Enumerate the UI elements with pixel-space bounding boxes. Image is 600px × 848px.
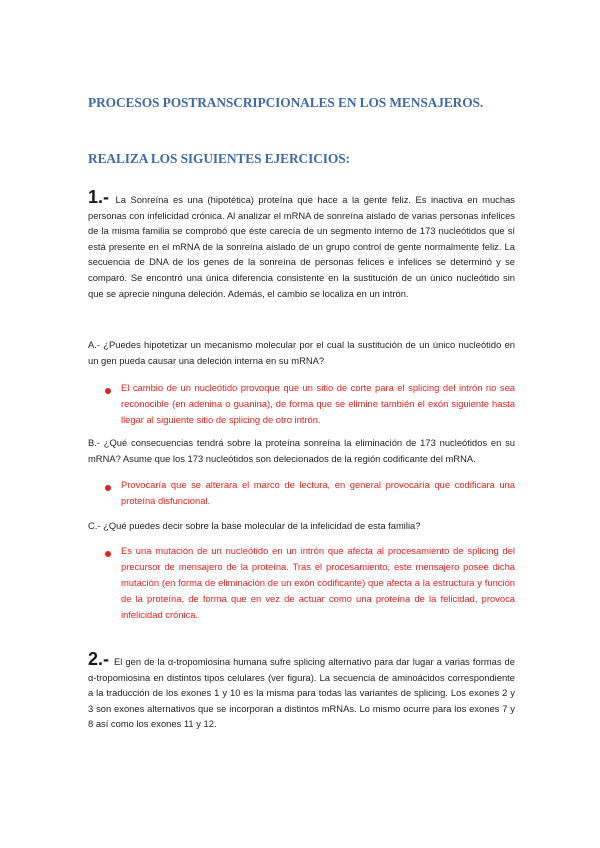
section-heading: REALIZA LOS SIGUIENTES EJERCICIOS: bbox=[88, 151, 350, 166]
question-c: C.- ¿Qué puedes decir sobre la base molecular de la infelicidad de esta familia? bbox=[88, 520, 421, 531]
question-b: B.- ¿Qué consecuencias tendrá sobre la proteína sonreína la eliminación de 173 nucleótidos en su mRNA? Asume que los 173 nucleótidos son delecionados de la región codificante del mRNA. bbox=[88, 437, 515, 464]
bullet-icon bbox=[105, 485, 111, 491]
question-a: A.- ¿Puedes hipotetizar un mecanismo molecular por el cual la sustitución de un único nucleótido en un gen pueda causar una deleción interna en su mRNA? bbox=[88, 339, 515, 366]
exercise-1-number: 1.- bbox=[88, 187, 110, 207]
bullet-icon bbox=[105, 388, 111, 394]
exercise-2-paragraph bbox=[88, 649, 515, 732]
exercise-2-number: 2.- bbox=[88, 649, 110, 669]
bullet-icon bbox=[105, 551, 111, 557]
answer-c: Es una mutación de un nucleótido en un intrón que afecta al procesamiento de splicing del precursor de mensajero de la proteína. Tras el procesamiento, este mensajero posee dicha mutación (en forma de eliminación de un exón codificante) que afecta a la estructura y función de la proteína, de forma que en vez de actuar como una proteína de la felicidad, provoca infelicidad crónica. bbox=[121, 545, 515, 620]
answer-a: El cambio de un nucleótido provoque que un sitio de corte para el splicing del intrón no sea reconocible (en adenina o guanina), de forma que se elimine también el exón siguiente hasta llegar al siguiente sitio de splicing de otro intrón. bbox=[121, 382, 515, 425]
answer-b: Provocaría que se alterara el marco de lectura, en general provocaría que codificara una proteína disfuncional. bbox=[121, 479, 515, 506]
exercise-1-text: La Sonreína es una (hipotética) proteína que hace a la gente feliz. Es inactiva en muchas personas con infelicidad crónica. Al analizar el mRNA de sonreína aislado de varias personas infelices de la misma familia se comprobó que éste carecía de un segmento interno de 173 nucleótidos que sí está presente en el mRNA de la sonreína aislado de un grupo control de gente normalmente feliz. La secuencia de DNA de los genes de la sonreína de personas felices e infelices se determinó y se comparó. Se encontró una única diferencia consistente en la sustitución de un único nucleótido sin que se aprecie ninguna deleción. Además, el cambio se localiza en un intrón. bbox=[88, 194, 515, 299]
exercise-2-text: El gen de la α-tropomiosina humana sufre splicing alternativo para dar lugar a varias formas de α-tropomiosina en distintos tipos celulares (ver figura). La secuencia de aminoácidos correspondiente a la traducción de los exones 1 y 10 es la misma para todas las variantes de splicing. Los exones 2 y 3 son exones alternativos que se incorporan a distintos mRNAs. Lo mismo ocurre para los exones 7 y 8 así como los exones 11 y 12. bbox=[88, 656, 515, 730]
exercise-1-paragraph bbox=[88, 187, 515, 301]
document-title: PROCESOS POSTRANSCRIPCIONALES EN LOS MENSAJEROS. bbox=[88, 95, 484, 110]
